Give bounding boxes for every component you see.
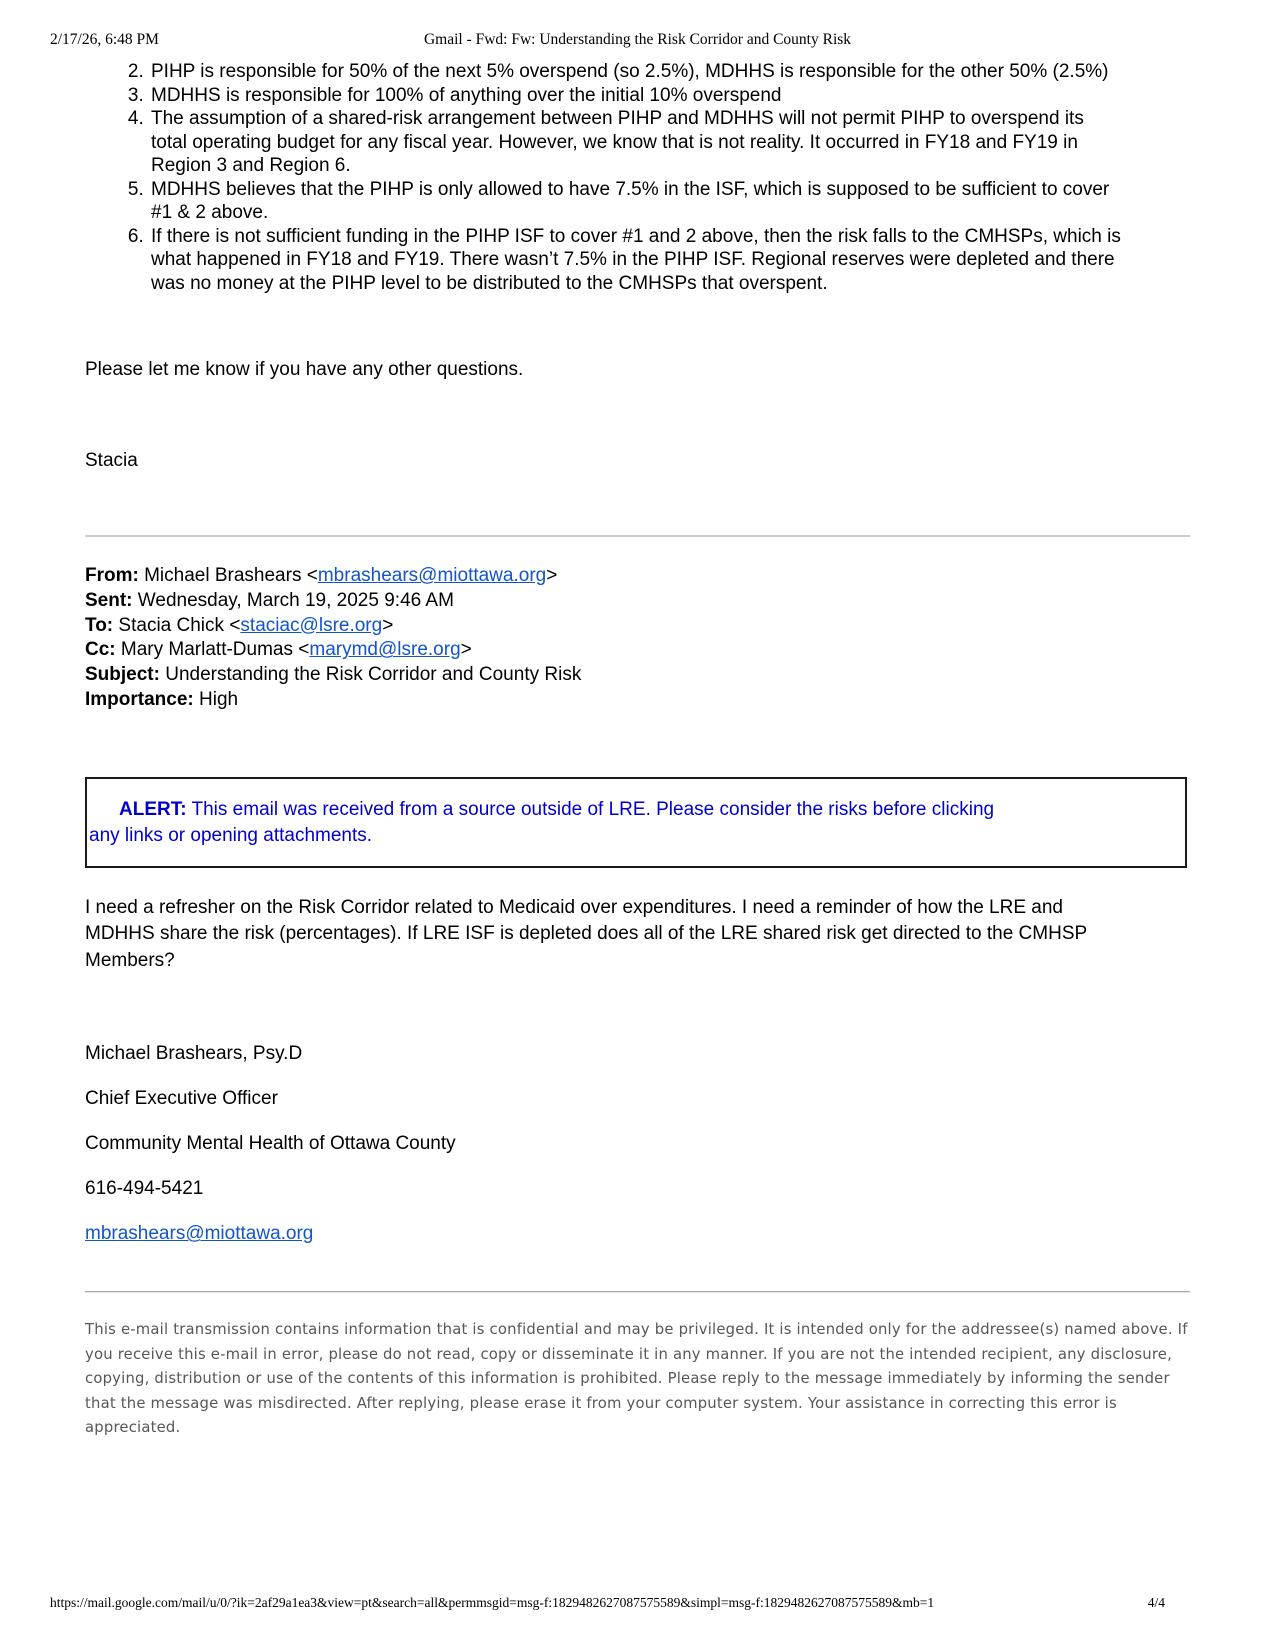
importance-label: Importance: — [85, 688, 194, 710]
to-name: Stacia Chick — [118, 614, 225, 636]
meta-from-row — [85, 564, 1125, 589]
angle-bracket: > — [382, 614, 394, 636]
email-meta-block — [85, 564, 1125, 713]
to-email-link[interactable]: staciac@lsre.org — [240, 614, 383, 636]
cc-email-link[interactable]: marymd@lsre.org — [309, 639, 461, 661]
meta-to-row — [85, 614, 1125, 639]
closing-text: Please let me know if you have any other questions. — [85, 359, 524, 380]
list-item: 2. PIHP is responsible for 50% of the next 5% overspend (so 2.5%), MDHHS is responsible for the other 50% (2.5%) — [149, 60, 1125, 84]
signature-email-row — [85, 1222, 1125, 1245]
meta-subject-row — [85, 663, 1125, 688]
disclaimer-divider — [85, 1291, 1190, 1293]
print-datetime: 2/17/26, 6:48 PM — [50, 31, 159, 48]
signature-org: Community Mental Health of Ottawa County — [85, 1133, 456, 1155]
print-title: Gmail - Fwd: Fw: Understanding the Risk Corridor and County Risk — [423, 31, 852, 48]
signature-title: Chief Executive Officer — [85, 1088, 278, 1110]
alert-label: ALERT: — [119, 798, 187, 820]
disclaimer-text: This e-mail transmission contains information that is confidential and may be privileged. It is intended only for the addressee(s) named above. If you receive this e-mail in error, please do not read, copy or disseminate it in any manner. If you are not the intended recipient, any disclosure, copying, distribution or use of the contents of this information is prohibited. Please reply to the message immediately by informing the sender that the message was misdirected. After replying, please erase it from your computer system. Your assistance in correcting this error is appreciated. — [85, 1321, 1188, 1437]
list-item: 5. MDHHS believes that the PIHP is only allowed to have 7.5% in the ISF, which is supposed to be sufficient to cover #1 & 2 above. — [149, 178, 1125, 225]
numbered-list — [85, 60, 1125, 295]
importance-value: High — [199, 688, 239, 710]
angle-bracket: > — [460, 639, 472, 661]
sent-label: Sent: — [85, 589, 133, 611]
signoff-text: Stacia — [85, 449, 138, 471]
angle-bracket: > — [546, 565, 558, 586]
email-body — [85, 0, 1188, 1441]
cc-name: Mary Marlatt-Dumas — [120, 639, 293, 661]
list-item: 6. If there is not sufficient funding in the PIHP ISF to cover #1 and 2 above, then the risk falls to the CMHSPs, which is what happened in FY18 and FY19. There wasn’t 7.5% in the PIHP ISF. Regional reserves were depleted and there was no money at the PIHP level to be distributed to the CMHSPs that overspent. — [149, 225, 1125, 296]
subject-label: Subject: — [85, 664, 160, 686]
meta-sent-row — [85, 589, 1125, 614]
from-email-link[interactable]: mbrashears@miottawa.org — [317, 565, 547, 586]
angle-bracket: < — [298, 639, 310, 661]
from-label: From: — [85, 565, 139, 586]
signature-email-link[interactable]: mbrashears@miottawa.org — [85, 1223, 314, 1245]
list-item: 4. The assumption of a shared-risk arrangement between PIHP and MDHHS will not permit PIHP to overspend its total operating budget for any fiscal year. However, we know that is not reality. It occurred in FY18 and FY19 in Region 3 and Region 6. — [149, 107, 1125, 178]
external-sender-alert-box — [85, 777, 1187, 868]
list-item: 3. MDHHS is responsible for 100% of anything over the initial 10% overspend — [149, 84, 1125, 108]
from-name: Michael Brashears — [144, 565, 302, 586]
signature-name: Michael Brashears, Psy.D — [85, 1043, 303, 1065]
meta-cc-row — [85, 638, 1125, 663]
section-divider — [85, 535, 1190, 537]
subject-value: Understanding the Risk Corridor and County Risk — [165, 664, 582, 686]
angle-bracket: < — [229, 614, 241, 636]
sent-value: Wednesday, March 19, 2025 9:46 AM — [137, 589, 454, 611]
signature-phone: 616-494-5421 — [85, 1178, 204, 1200]
page-number: 4/4 — [1147, 1595, 1165, 1610]
alert-line-2: any links or opening attachments. — [89, 824, 373, 846]
signature-block — [85, 1042, 1125, 1245]
alert-line-1 — [89, 797, 1183, 823]
footer-url: https://mail.google.com/mail/u/0/?ik=2af29a1ea3&view=pt&search=all&permmsgid=msg-f:1829482627087575589&simpl=msg-f:1829482627087575589&mb=1 — [50, 1595, 935, 1610]
cc-label: Cc: — [85, 639, 116, 661]
question-paragraph: I need a refresher on the Risk Corridor related to Medicaid over expenditures. I need a reminder of how the LRE and MDHHS share the risk (percentages). If LRE ISF is depleted does all of the LRE shared risk get directed to the CMHSP Members? — [85, 896, 1087, 971]
alert-text: This email was received from a source outside of LRE. Please consider the risks before clicking — [191, 798, 995, 820]
to-label: To: — [85, 614, 114, 636]
meta-importance-row — [85, 688, 1125, 713]
angle-bracket: < — [306, 565, 318, 586]
